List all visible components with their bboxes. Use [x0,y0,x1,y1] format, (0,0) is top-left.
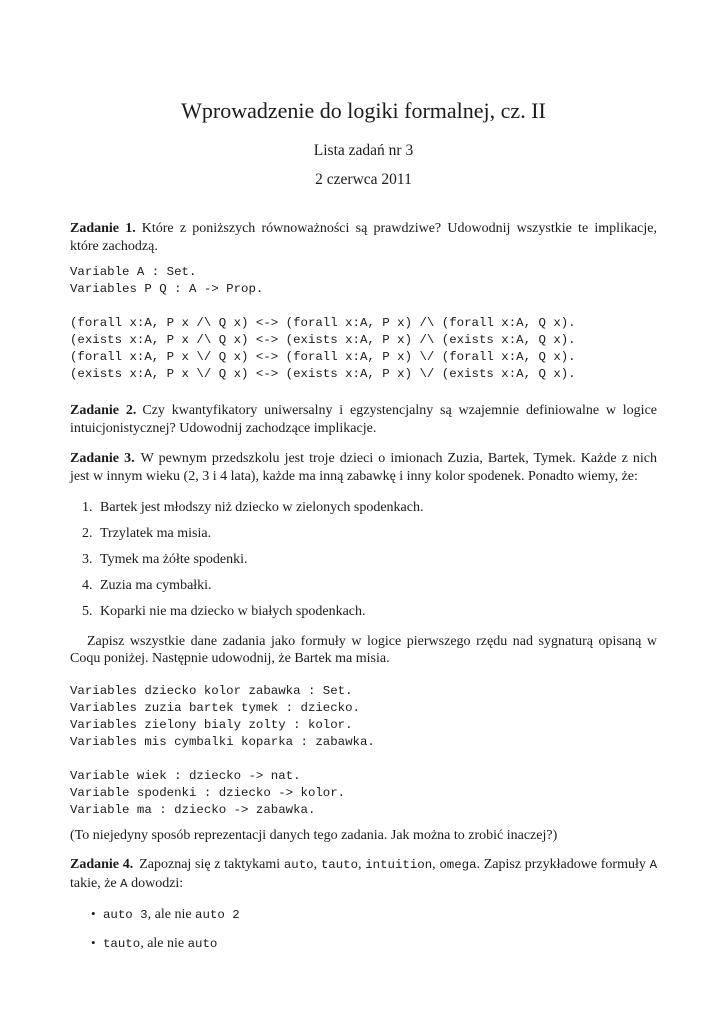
problem-1-label: Zadanie 1. [70,221,136,236]
clue-number: 4. [82,578,93,593]
clue-text: Trzylatek ma misia. [100,526,212,541]
code-line: Variable ma : dziecko -> zabawka. [70,802,316,817]
clue-text: Tymek ma żółte spodenki. [100,552,248,567]
bullet-icon [91,905,103,923]
clue-item [70,577,657,595]
problem-3-coq-code [70,683,657,819]
problem-3-text: W pewnym przedszkolu jest troje dzieci o imionach Zuzia, Bartek, Tymek. Każde z nich jest w innym wieku (2, 3 i 4 lata), każde ma inną zabawkę i inny kolor spodenek. Ponadto wiemy, że: [70,451,657,484]
problem-1-statement [70,220,657,255]
clue-text: Bartek jest młodszy niż dziecko w zielonych spodenkach. [100,500,424,515]
tactic-example-text [103,906,240,925]
tactic-code: tauto [103,937,141,951]
problem-4-text-segment: . Zapisz przykładowe formuły [476,857,650,872]
code-line: Variables zielony bialy zolty : kolor. [70,717,353,732]
clue-number: 1. [82,500,93,515]
formula-symbol: A [120,876,128,891]
problem-3-note: (To niejedyny sposób reprezentacji danych tego zadania. Jak można to zrobić inaczej?) [70,827,558,843]
problem-4-label: Zadanie 4. [70,857,134,872]
code-line: Variables zuzia bartek tymek : dziecko. [70,700,360,715]
problem-2-text: Czy kwantyfikatory uniwersalny i egzystencjalny są wzajemnie definiowalne w logice intuicjonistycznej? Udowodnij zachodzące implikacje. [70,403,657,436]
formula-symbol: A [649,858,658,872]
clue-item [70,499,657,517]
problem-1-text: Które z poniższych równoważności są prawdziwe? Udowodnij wszystkie te implikacje, które zachodzą. [70,221,657,254]
clue-list [70,499,657,621]
tactic-code: auto [187,937,218,951]
code-line: Variable A : Set. [70,265,197,279]
problem-4-text-segment: , [313,857,321,872]
clue-item [70,603,657,621]
document-subtitle: Lista zadań nr 3 [313,142,414,159]
code-line: Variable wiek : dziecko -> nat. [70,768,301,783]
problem-1-coq-code [70,264,657,383]
document-date: 2 czerwca 2011 [315,171,412,188]
code-line: Variables mis cymbalki koparka : zabawka. [70,734,375,749]
clue-number: 3. [82,552,93,567]
problem-2-label: Zadanie 2. [70,403,137,418]
tactic-name-intuition: intuition [365,858,433,872]
clue-item [70,525,657,543]
tactic-example-item [70,934,657,954]
code-line: Variable spodenki : dziecko -> kolor. [70,785,346,800]
document-title: Wprowadzenie do logiki formalnej, cz. II [181,98,546,123]
tactic-name-auto: auto [283,858,314,872]
clue-item [70,551,657,569]
problem-4-statement [70,856,657,893]
tactic-name-omega: omega [439,858,477,872]
bullet-icon [91,934,103,952]
clue-number: 5. [82,604,93,619]
problem-4-text-segment: , [432,857,440,872]
tactic-name-tauto: tauto [320,858,359,872]
problem-3-statement [70,450,657,485]
problem-2-statement [70,402,657,437]
code-line: Variables dziecko kolor zabawka : Set. [70,683,353,698]
code-line: Variables P Q : A -> Prop. [70,282,264,296]
code-line-blank [70,298,657,315]
tactic-example-list [70,905,657,954]
code-line: (exists x:A, P x \/ Q x) <-> (exists x:A, P x) \/ (exists x:A, Q x). [70,367,576,381]
problem-4-text-segment: dowodzi: [127,875,184,891]
clue-number: 2. [82,526,93,541]
problem-4-text-segment: , [358,857,366,872]
code-line: (exists x:A, P x /\ Q x) <-> (exists x:A, P x) /\ (exists x:A, Q x). [70,333,576,347]
problem-4-text-segment: Zapoznaj się z taktykami [139,857,284,872]
tactic-example-item [70,905,657,925]
tactic-code: auto 2 [195,908,240,922]
tactic-example-segment: , ale nie [140,936,188,951]
problem-3-followup: Zapisz wszystkie dane zadania jako formuły w logice pierwszego rzędu nad sygnaturą opisaną w Coqu poniżej. Następnie udowodnij, że Bartek ma misia. [70,633,657,666]
tactic-example-text [103,935,217,954]
clue-text: Koparki nie ma dziecko w białych spodenkach. [100,604,366,619]
problem-3-label: Zadanie 3. [70,451,135,466]
tactic-code: auto 3 [103,908,148,922]
clue-text: Zuzia ma cymbałki. [100,578,212,593]
code-line: (forall x:A, P x \/ Q x) <-> (forall x:A, P x) \/ (forall x:A, Q x). [70,350,576,364]
code-line-blank [70,751,657,768]
tactic-example-segment: , ale nie [147,907,196,922]
code-line: (forall x:A, P x /\ Q x) <-> (forall x:A, P x) /\ (forall x:A, Q x). [70,316,576,330]
problem-4-text-segment: takie, że [70,875,121,891]
